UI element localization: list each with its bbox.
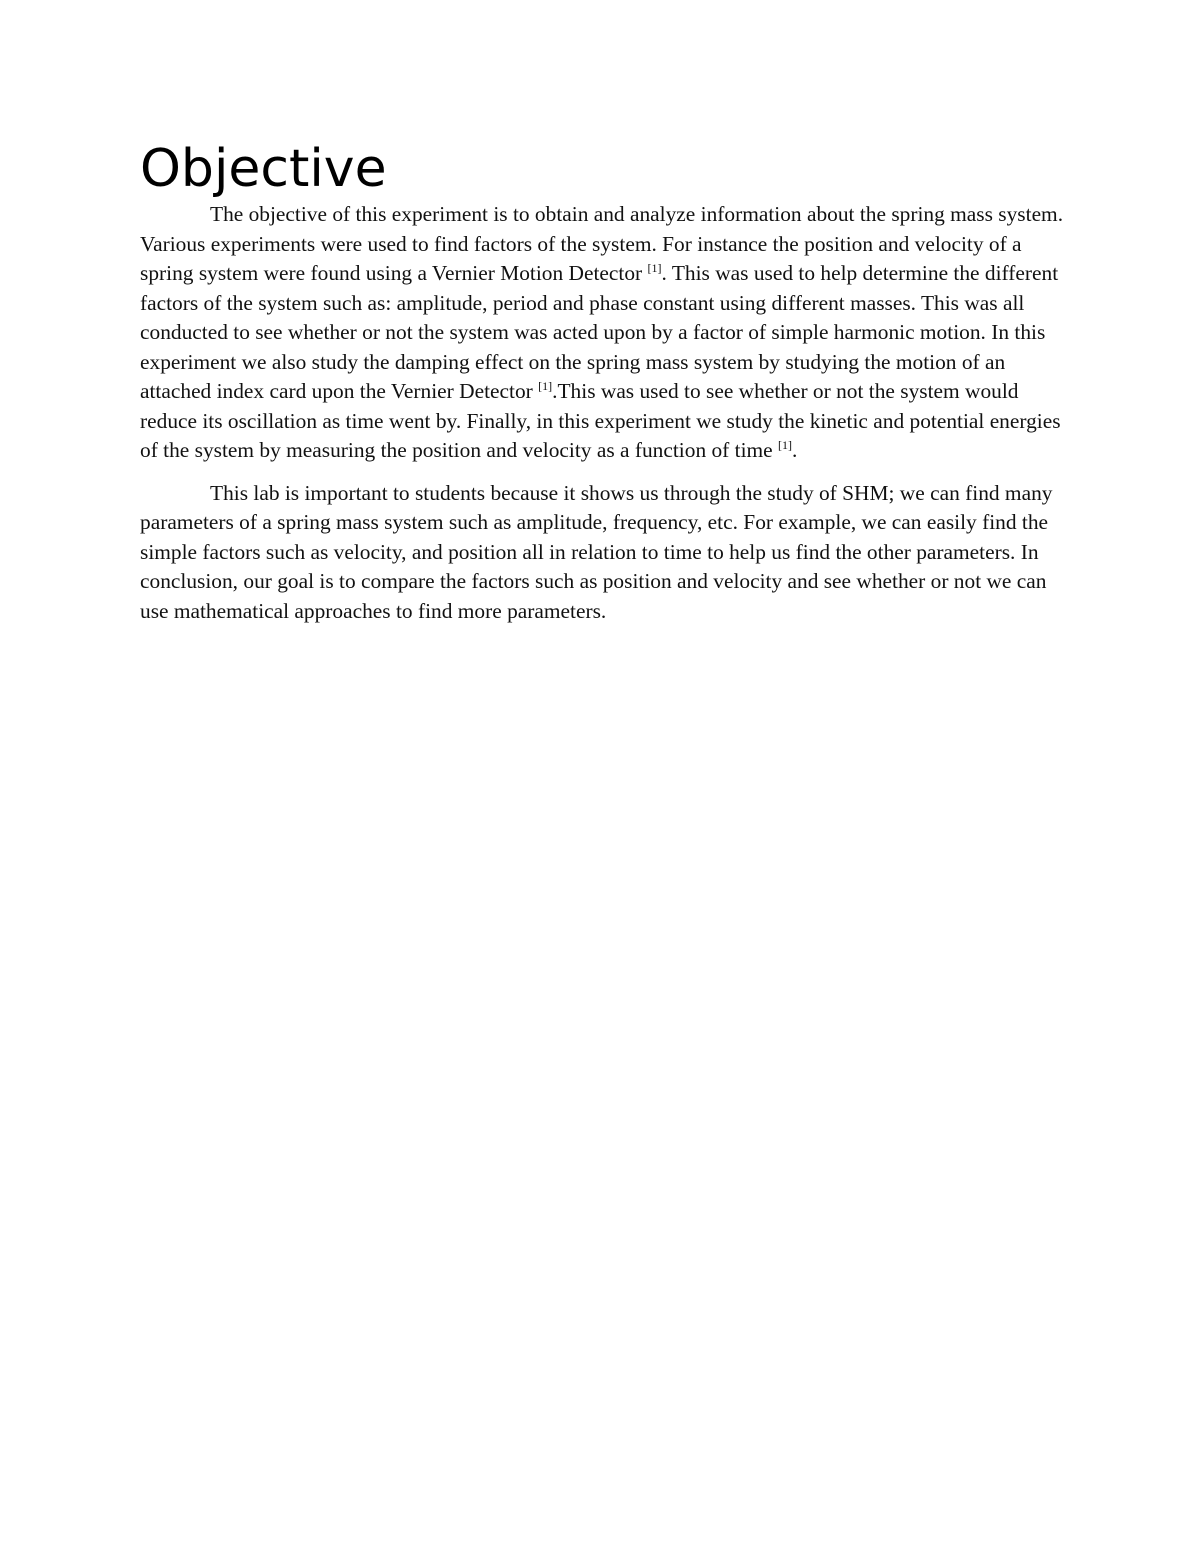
text-run: . — [792, 438, 798, 463]
paragraph-importance — [140, 479, 1065, 627]
text-run: . This was used to help determine the different factors of the system such as: amplitude, period and phase constant using different masses. This was all conducted to see whether or not the system was acted upon by a factor of simple harmonic motion. In this experiment we also study the damping effect on the spring mass system by studying the motion of an attached index card upon the Vernier Detector — [140, 261, 1059, 404]
text-run: This lab is important to students because it shows us through the study of SHM; we can find many parameters of a spring mass system such as amplitude, frequency, etc. For example, we can easily find the simple factors such as velocity, and position all in relation to time to help us find the other parameters. In conclusion, our goal is to compare the factors such as position and velocity and see whether or not we can use mathematical approaches to find more parameters. — [140, 480, 1053, 623]
citation-reference: [1] — [538, 379, 553, 394]
text-run: .This was used to see whether or not the system would reduce its oscillation as time went by. Finally, in this experiment we study the kinetic and potential energies of the system by measuring the position and velocity as a function of time — [140, 379, 1061, 463]
section-heading: Objective — [140, 139, 387, 199]
paragraph-objective — [140, 200, 1065, 466]
text-run: The objective of this experiment is to obtain and analyze information about the spring mass system. Various experiments were used to find factors of the system. For instance the position and velocity of a spring system were found using a Vernier Motion Detector — [140, 202, 1064, 286]
document-page — [140, 138, 1065, 639]
citation-reference: [1] — [647, 261, 662, 276]
citation-reference: [1] — [778, 438, 793, 453]
